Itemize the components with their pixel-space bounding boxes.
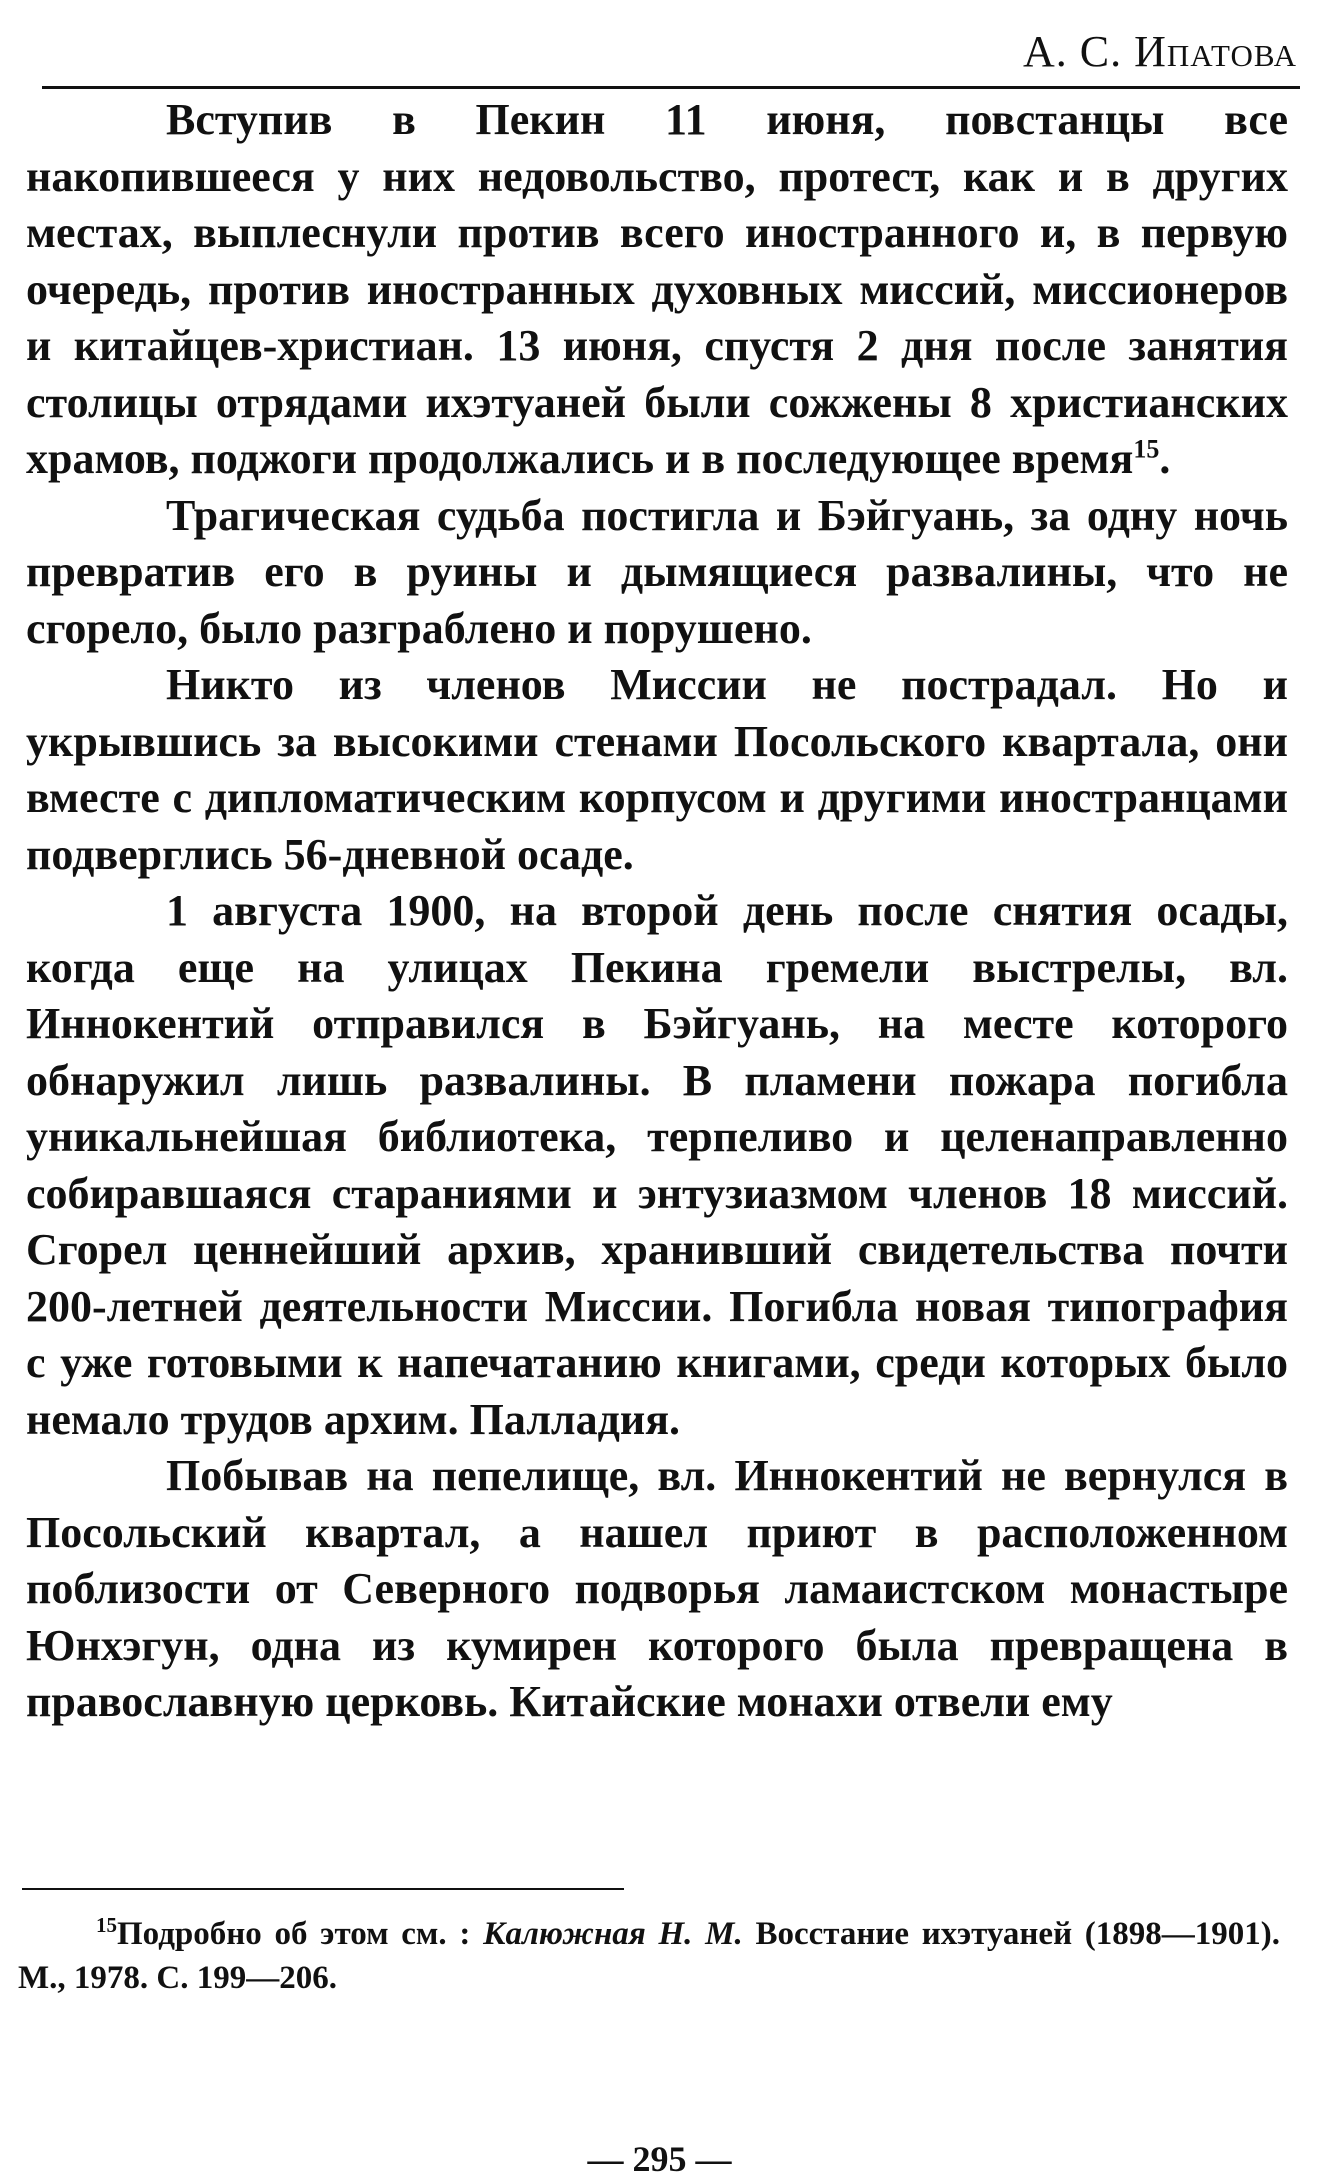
footnote-rest: Восстание ихэтуаней (1898—1901). М., 1978. С. 199—206. [18,1916,1281,1996]
paragraph-1-text: Вступив в Пекин 11 июня, повстанцы все накопившееся у них недовольство, протест, как и в других местах, выплеснули против всего иностранного и, в первую очередь, против иностранных духовных миссий, миссионеров и китайцев-христиан. 13 июня, спустя 2 дня после занятия столицы отрядами ихэтуаней были сожжены 8 христианских храмов, поджоги продолжались и в последующее время [26,95,1288,483]
paragraph-1 [26,92,1288,488]
main-text [26,92,1288,1731]
paragraph-4: 1 августа 1900, на второй день после снятия осады, когда еще на улицах Пекина гремели выстрелы, вл. Иннокентий отправился в Бэйгуань, на месте которого обнаружил лишь развалины. В пламени пожара погибла уникальнейшая библиотека, терпеливо и целенаправленно собиравшаяся стараниями и энтузиазмом членов 18 миссий. Сгорел ценнейший архив, хранивший свидетельства почти 200-летней деятельности Миссии. Погибла новая типография с уже готовыми к напечатанию книгами, среди которых было немало трудов архим. Палладия. [26,886,1288,1444]
page-number: — 295 — [587,2139,732,2179]
paragraph-1-end: . [1159,434,1171,483]
paragraph-2: Трагическая судьба постигла и Бэйгуань, за одну ночь превратив его в руины и дымящиеся развалины, что не сгорело, было разграблено и порушено. [26,490,1288,653]
paragraph-3: Никто из членов Миссии не пострадал. Но и укрывшись за высокими стенами Посольского квартала, они вместе с дипломатическим корпусом и другими иностранцами подверглись 56-дневной осаде. [26,660,1288,879]
paragraph-5: Побывав на пепелище, вл. Иннокентий не вернулся в Посольский квартал, а нашел приют в расположенном поблизости от Северного подворья ламаистском монастыре Юнхэгун, одна из кумирен которого была превращена в православную церковь. Китайские монахи отвели ему [26,1451,1288,1726]
author-initials: А. С. [1023,27,1123,76]
author-surname: Ипатова [1134,27,1297,76]
footnote-author: Калюжная Н. М. [483,1916,743,1952]
header-rule [42,86,1300,89]
footnote-number: 15 [96,1913,117,1937]
footnote-15 [18,1912,1280,2000]
footnote-lead: Подробно об этом см. : [117,1916,471,1952]
footnote-ref-15: 15 [1133,434,1160,464]
footnote-rule [22,1888,624,1890]
running-head [1023,26,1297,77]
